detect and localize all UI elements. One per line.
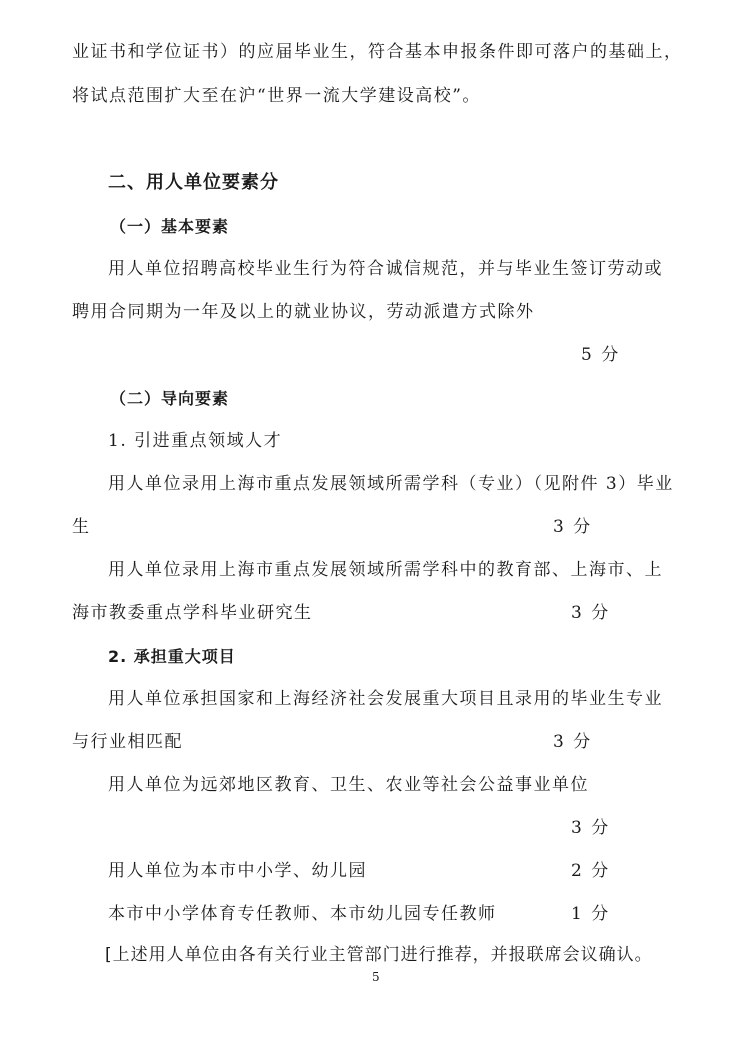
item1-a-line-2: 生: [72, 517, 91, 537]
item1-b-line-1: 用人单位录用上海市重点发展领域所需学科中的教育部、上海市、上: [108, 560, 663, 580]
item2-a-score: 3 分: [553, 732, 593, 752]
item2-title: 2. 承担重大项目: [108, 647, 236, 666]
guidance-elements-title: （二）导向要素: [110, 389, 230, 408]
basic-score: 5 分: [581, 345, 621, 365]
recommendation-note: [上述用人单位由各有关行业主管部门进行推荐，并报联席会议确认。: [105, 945, 653, 965]
page-number: 5: [372, 970, 380, 984]
item2-a-line-1: 用人单位承担国家和上海经济社会发展重大项目且录用的毕业生专业: [108, 689, 663, 709]
intro-line-1: 业证书和学位证书）的应届毕业生，符合基本申报条件即可落户的基础上，: [72, 42, 683, 62]
basic-text-line-1: 用人单位招聘高校毕业生行为符合诚信规范，并与毕业生签订劳动或: [108, 259, 663, 279]
item2-d-line-1: 本市中小学体育专任教师、本市幼儿园专任教师: [108, 904, 497, 924]
intro-line-2: 将试点范围扩大至在沪“世界一流大学建设高校”。: [72, 86, 481, 106]
basic-elements-title: （一）基本要素: [110, 217, 230, 236]
item2-a-line-2: 与行业相匹配: [72, 732, 183, 752]
item1-a-score: 3 分: [553, 517, 593, 537]
item2-d-score: 1 分: [571, 904, 611, 924]
item1-a-line-1: 用人单位录用上海市重点发展领域所需学科（专业）（见附件 3）毕业: [108, 474, 674, 494]
item2-b-score: 3 分: [571, 818, 611, 838]
item1-title: 1. 引进重点领域人才: [108, 431, 283, 451]
section-title: 二、用人单位要素分: [108, 172, 279, 193]
item2-b-line-1: 用人单位为远郊地区教育、卫生、农业等社会公益事业单位: [108, 775, 589, 795]
item1-b-score: 3 分: [571, 603, 611, 623]
item1-b-line-2: 海市教委重点学科毕业研究生: [72, 603, 313, 623]
basic-text-line-2: 聘用合同期为一年及以上的就业协议，劳动派遣方式除外: [72, 302, 535, 322]
item2-c-line-1: 用人单位为本市中小学、幼儿园: [108, 861, 367, 881]
item2-c-score: 2 分: [571, 861, 611, 881]
